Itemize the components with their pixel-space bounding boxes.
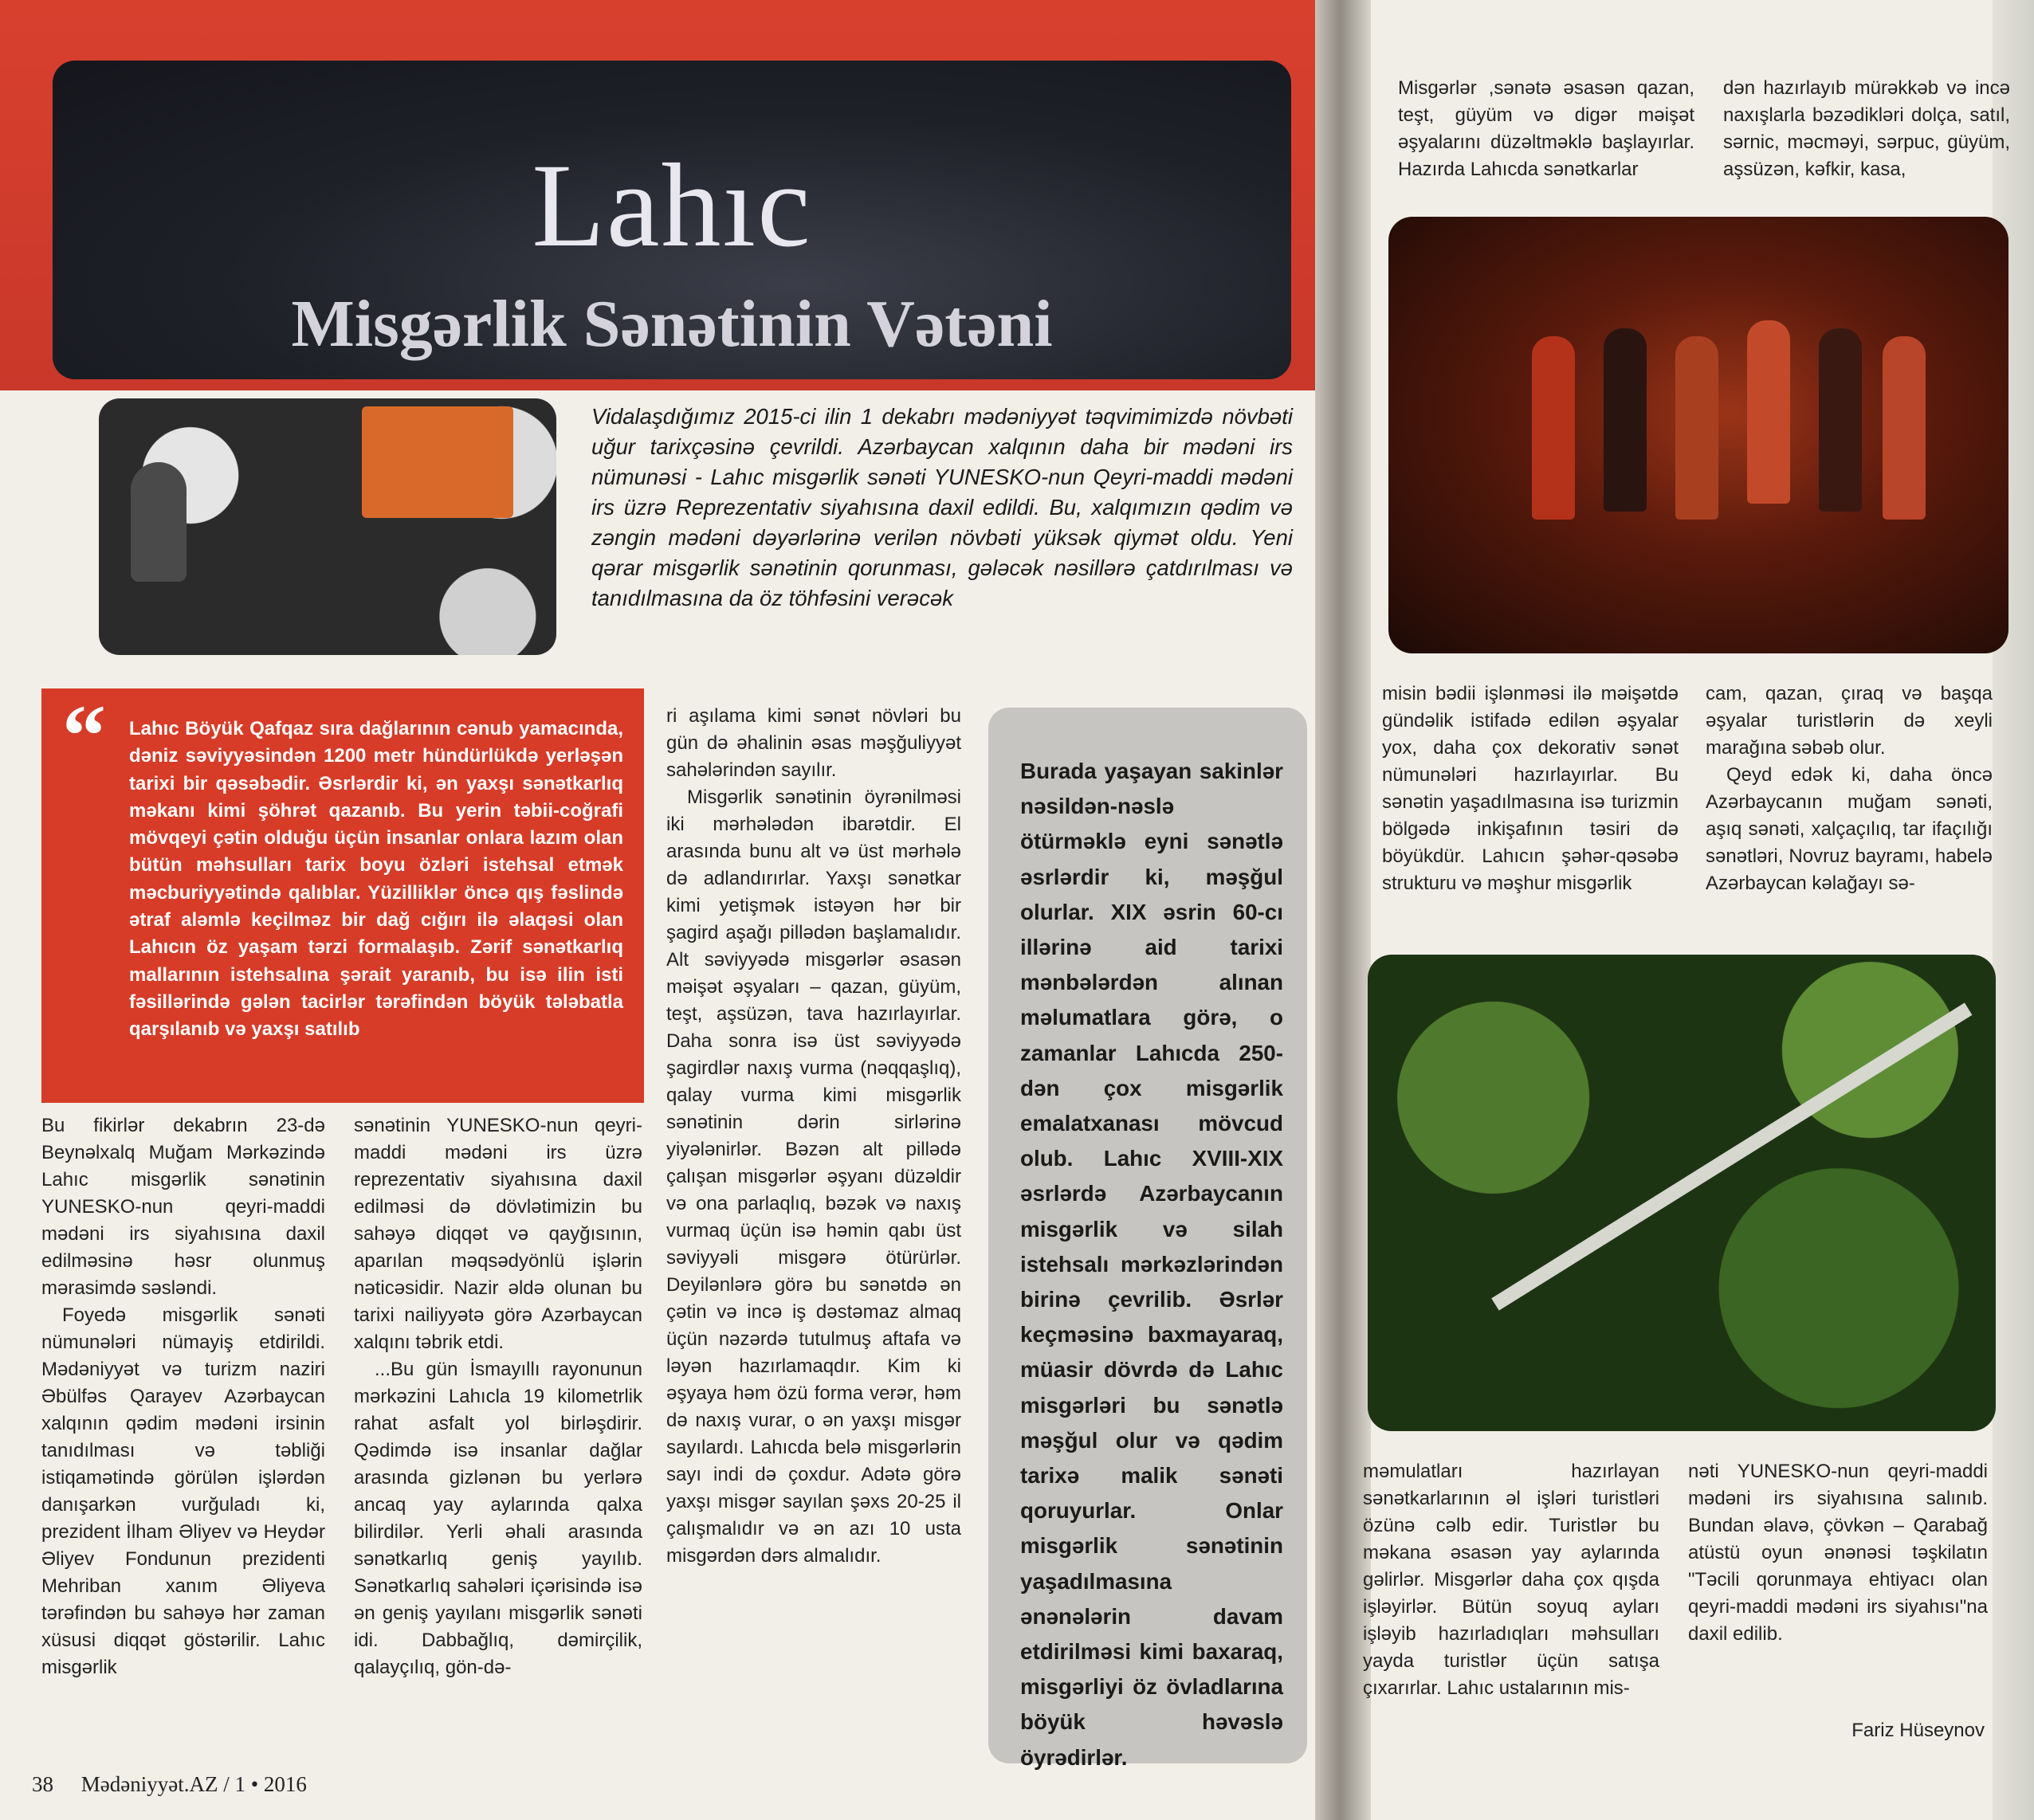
lead-paragraph: Vidalaşdığımız 2015-ci ilin 1 dekabrı mədəniyyət təqvimimizdə növbəti uğur tarixçəsinə çevrildi. Azərbaycan xalqının daha bir mədəni irs nümunəsi - Lahıc misgərlik sənəti YUNESKO-nun Qeyri-maddi mədəni irs üzrə Reprezentativ siyahısına daxil edildi. Bu, xalqımızın qədim və zəngin mədəni dəyərlərinə verilən növbəti yüksək qiymət oldu. Yeni qərar misgərlik sənətinin qorunması, gələcək nəsillərə çatdırılması və tanıdılmasına da öz töhfəsini verəcək [591, 404, 1293, 610]
column-1 [41, 1112, 325, 1681]
copper-vessel-image [131, 462, 187, 582]
paragraph: məmulatları hazırlayan sənətkarlarının əl işləri turistləri özünə cəlb edir. Turistlər bu məkana əsasən yay aylarında gəlirlər. Misgərlər daha çox qışda işləyirlər. Bütün soyuq ayları işləyib hazırladıqları məhsulları yayda turistlər üçün satışa çıxarırlar. Lahıc ustalarının mis- [1363, 1461, 1659, 1699]
article-subtitle: Misgərlik Sənətinin Vətəni [291, 287, 1053, 361]
article-title: Lahıc [532, 139, 812, 272]
dancer-figure [1604, 328, 1647, 512]
paragraph: Bu fikirlər dekabrın 23-də Beynəlxalq Muğam Mərkəzində Lahıc misgərlik sənətinin YUNESKO-nun qeyri-maddi mədəni irs siyahısına daxil edilməsinə həsr olunmuş mərasimdə səsləndi. [41, 1115, 325, 1299]
right-column-bottom-a [1363, 1458, 1659, 1702]
dancer-figure [1819, 328, 1862, 512]
paragraph: ri aşılama kimi sənət növləri bu gün də əhalinin əsas məşğuliyyət sahələrindən sayılır. [666, 705, 961, 781]
right-column-mid-a [1382, 681, 1679, 897]
paragraph: Misgərlər ,sənətə əsasən qazan, teşt, güyüm və digər məişət əşyalarını düzəltməklə başlayırlar. Hazırda Lahıcda sənətkarlar [1398, 77, 1694, 180]
paragraph: Misgərlik sənətinin öyrənilməsi iki mərhələdən ibarətdir. El arasında bunu alt və üst mərhələ də adlandırırlar. Yaxşı sənətkar kimi yetişmək istəyən hər bir şagird aşağı pillədən başlamalıdır. Alt səviyyədə misgərlər əsasən məişət əşyaları – qazan, güyüm, teşt, aşsüzən, tava hazırlayırlar. Daha sonra isə üst səviyyədə şagirdlər naxış vurma (nəqqaşlıq), qalay vurma kimi misgərlik sənətinin dərin sirlərinə yiyələnirlər. Bəzən alt pillədə çalışan misgərlər əşyanı düzəldir və ona parlaqlıq, bəzək və naxış vurmaq üçün isə həmin qabı üst səviyyəli misgərə ötürürlər. Deyilənlərə görə bu sənətdə ən çətin və incə iş dəstəmaz almaq üçün nəzərdə tutulmuş aftafa və ləyən hazırlamaqdır. Kim ki əşyaya həm özü forma verər, həm də naxış vurar, o ən yaxşı misgər sayılardı. Lahıcda belə misgərlərin sayı indi də çoxdur. Adətə görə yaxşı misgər sayılan şəxs 20-25 il çalışmalıdır və ən azı 10 usta misgərdən dərs almalıdır. [666, 786, 961, 1567]
exhibition-banner [362, 406, 513, 518]
column-3 [666, 703, 961, 1570]
column-2 [354, 1112, 642, 1681]
dancer-figure [1675, 336, 1718, 520]
page-footer [32, 1772, 329, 1797]
paragraph: misin bədii işlənməsi ilə məişətdə gündəlik istifadə edilən əşyalar yox, daha çox dekorativ sənət nümunələri hazırlayırlar. Bu sənətin yaşadılmasına isə turizmin bölgədə inkişafının təsiri də böyükdür. Lahıcın şəhər-qəsəbə strukturu və məşhur misgərlik [1382, 683, 1679, 894]
dancer-figure [1532, 336, 1575, 520]
page-number: 38 [32, 1772, 53, 1796]
right-column-top-b [1723, 75, 2010, 183]
exhibition-photo [99, 398, 556, 655]
author-byline: Fariz Hüseynov [1851, 1720, 1985, 1741]
magazine-issue: Mədəniyyət.AZ / 1 • 2016 [80, 1772, 307, 1796]
folk-dance-photo [1388, 217, 2008, 653]
right-column-bottom-b [1688, 1458, 1988, 1648]
paragraph: nəti YUNESKO-nun qeyri-maddi mədəni irs siyahısına salınıb. Bundan əlavə, çövkən – Qarabağ atüstü oyun ənənəsi təşkilatın "Təcili qorunmaya ehtiyacı olan qeyri-maddi mədəni irs siyahısı"na daxil edilib. [1688, 1461, 1988, 1645]
quote-mark-icon: “ [62, 687, 106, 784]
paragraph: ...Bu gün İsmayıllı rayonunun mərkəzini Lahıcla 19 kilometrlik rahat asfalt yol birləşdirir. Qədimdə isə insanlar dağlar arasında gizlənən bu yerlərə ancaq yay aylarında qalxa bilirdilər. Yerli əhali arasında sənətkarlıq geniş yayılıb. Sənətkarlıq sahələri içərisində isə ən geniş yayılanı misgərlik sənəti idi. Dabbağlıq, dəmirçilik, qalayçılıq, gön-də- [354, 1359, 642, 1678]
suspension-bridge-photo [1368, 955, 1996, 1431]
paragraph: Qeyd edək ki, daha öncə Azərbaycanın muğam sənəti, aşıq sənəti, xalçaçılıq, tar ifaçılığı sənətləri, Novruz bayramı, habelə Azərbaycan kəlağayı sə- [1706, 764, 1993, 894]
paragraph: Foyedə misgərlik sənəti nümunələri nümayiş etdirildi. Mədəniyyət və turizm naziri Əbülfəs Qarayev Azərbaycan xalqının qədim mədəni irsinin tanıdılması və təbliği istiqamətində görülən işlərdən danışarkən vurğuladı ki, prezident İlham Əliyev və Heydər Əliyev Fondunun prezidenti Mehriban xanım Əliyeva tərəfindən bu sahəyə hər zaman xüsusi diqqət göstərilir. Lahıc misgərlik [41, 1304, 325, 1678]
paragraph: cam, qazan, çıraq və başqa əşyalar turistlərin də xeyli marağına səbəb olur. [1706, 683, 1993, 759]
pull-quote-text: Lahıc Böyük Qafqaz sıra dağlarının cənub yamacında, dəniz səviyyəsindən 1200 metr hündürlükdə yerləşən tarixi bir qəsəbədir. Əsrlərdir ki, ən yaxşı sənətkarlıq məkanı kimi şöhrət qazanıb. Bu yerin təbii-coğrafi mövqeyi çətin olduğu üçün insanlar onlara lazım olan bütün məhsulları tarix boyu özləri istehsal etmək məcburiyyətində qalıblar. Yüzilliklər öncə qış fəslində ətraf aləmlə keçilməz bir dağ cığırı ilə əlaqəsi olan Lahıcın öz yaşam tərzi formalaşıb. Zərif sənətkarlıq mallarının istehsalına şərait yaranıb, bu isə ilin isti fəsillərində gələn tacirlər tərəfindən böyük tələbatla qarşılanıb və yaxşı satılıb [129, 718, 623, 1041]
paragraph: dən hazırlayıb mürəkkəb və incə naxışlarla bəzədikləri dolça, satıl, sərnic, məcməyi, sərpuc, güyüm, aşsüzən, kəfkir, kasa, [1723, 77, 2010, 180]
highlight-text: Burada yaşayan sakinlər nəsildən-nəslə ötürməklə eyni sənətlə əsrlərdir ki, məşğul olurlar. XIX əsrin 60-cı illərinə aid tarixi mənbələrdən alınan məlumatlara görə, o zamanlar Lahıcda 250-dən çox misgərlik emalatxanası mövcud olub. Lahıc XVIII-XIX əsrlərdə Azərbaycanın misgərlik və silah istehsalı mərkəzlərindən birinə çevrilib. Əsrlər keçməsinə baxmayaraq, müasir dövrdə də Lahıc misgərləri bu sənətlə məşğul olur və qədim tarixə malik sənəti qoruyurlar. Onlar misgərlik sənətinin yaşadılmasına ənənələrin davam etdirilməsi kimi baxaraq, misgərliyi öz övladlarına böyük həvəslə öyrədirlər. [1020, 759, 1283, 1770]
bridge-deck [1491, 1002, 1972, 1310]
right-column-mid-b [1706, 681, 1993, 897]
dancer-figure [1883, 336, 1926, 520]
pull-quote-box [41, 688, 644, 1103]
dancer-figure [1747, 320, 1790, 504]
paragraph: sənətinin YUNESKO-nun qeyri-maddi mədəni irs üzrə reprezentativ siyahısına daxil edilməsi də dövlətimizin bu sahəyə diqqət və qayğısının, aparılan məqsədyönlü işlərin nəticəsidir. Nazir əldə olunan bu tarixi nailiyyətə görə Azərbaycan xalqını təbrik etdi. [354, 1115, 642, 1353]
right-column-top-a [1398, 75, 1694, 183]
highlight-box [988, 708, 1307, 1770]
title-panel [53, 61, 1291, 379]
